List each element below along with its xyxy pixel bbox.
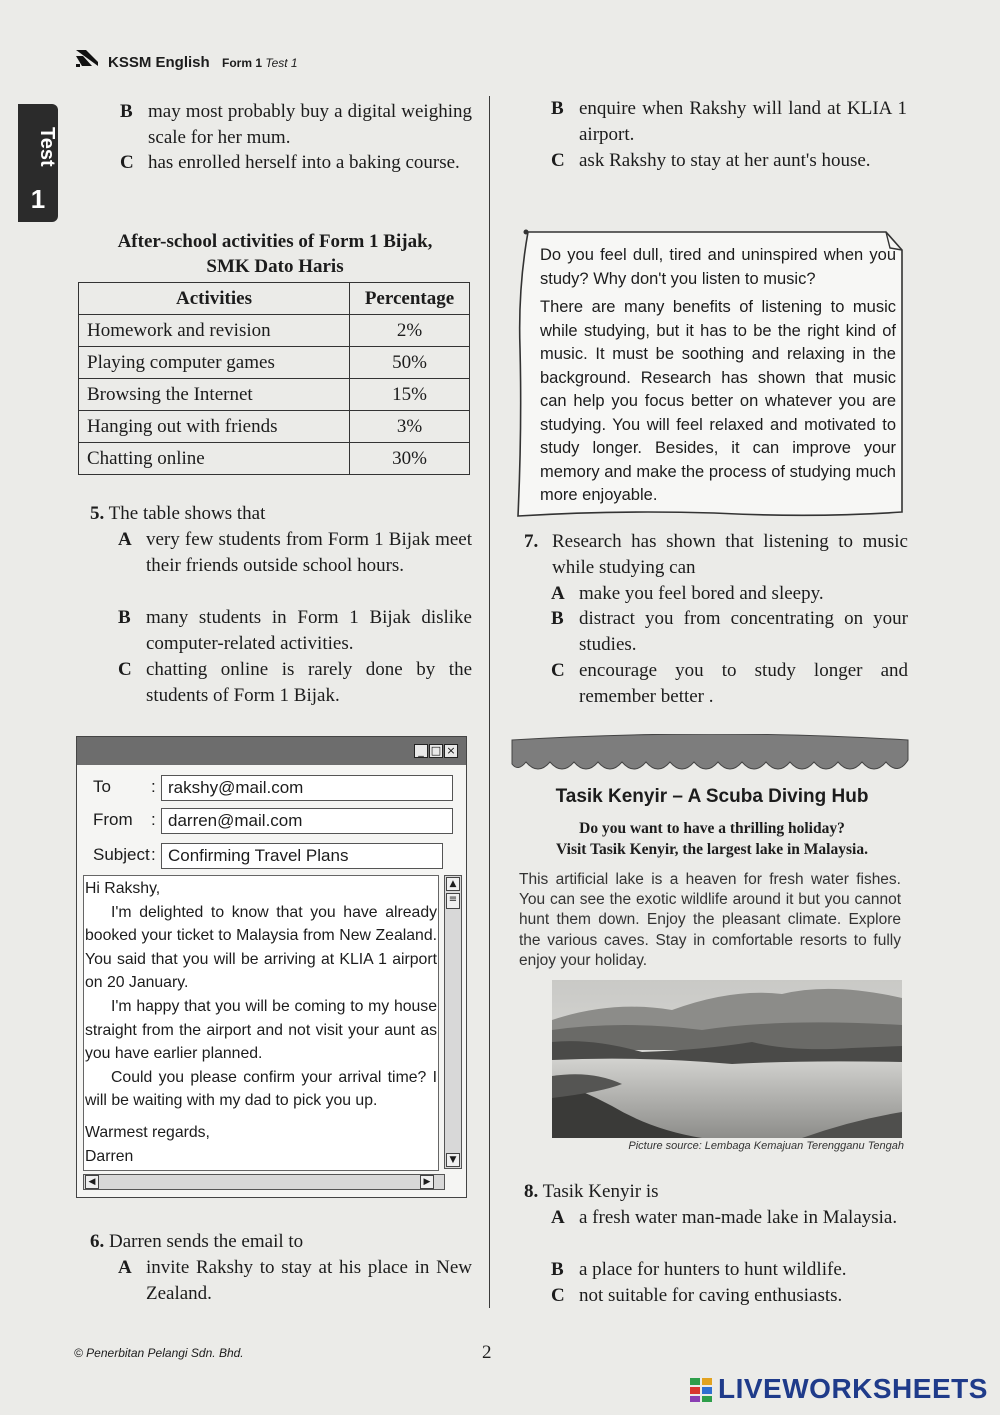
q7-option-a[interactable] bbox=[551, 581, 908, 607]
header-percentage: Percentage bbox=[350, 283, 470, 315]
wave-banner bbox=[510, 734, 910, 784]
q5-option-a[interactable] bbox=[118, 527, 472, 605]
question-number: 8. bbox=[524, 1181, 539, 1202]
option-text: enquire when Rakshy will land at KLIA 1 airport. bbox=[579, 98, 907, 145]
from-field[interactable]: darren@mail.com bbox=[161, 808, 453, 834]
activity-cell: Browsing the Internet bbox=[79, 379, 350, 411]
activity-cell: Chatting online bbox=[79, 443, 350, 475]
option-letter: B bbox=[551, 608, 564, 629]
q7-stem bbox=[524, 529, 908, 581]
email-paragraph: I'm happy that you will be coming to my house straight from the airport and not visit your aunt as you have earlier planned. bbox=[85, 997, 437, 1063]
option-letter: A bbox=[551, 1207, 565, 1228]
to-label: To bbox=[93, 777, 111, 796]
q8-option-b[interactable] bbox=[551, 1257, 915, 1283]
scroll-down-icon[interactable]: ▼ bbox=[446, 1153, 460, 1167]
tab-number: 1 bbox=[30, 184, 46, 214]
header-activities: Activities bbox=[79, 283, 350, 315]
table-header-row bbox=[79, 283, 470, 315]
email-message bbox=[85, 877, 437, 1168]
option-text: very few students from Form 1 Bijak meet their friends outside school hours. bbox=[146, 529, 472, 576]
option-letter: A bbox=[551, 583, 565, 604]
vertical-scrollbar[interactable] bbox=[444, 875, 462, 1169]
question-number: 7. bbox=[524, 531, 539, 552]
scroll-thumb-icon[interactable]: ≡ bbox=[446, 893, 460, 909]
subject-field[interactable]: Confirming Travel Plans bbox=[161, 843, 443, 869]
option-letter: A bbox=[118, 1257, 132, 1278]
option-letter: B bbox=[551, 98, 564, 119]
tasik-title: Tasik Kenyir – A Scuba Diving Hub bbox=[555, 786, 869, 807]
activity-cell: Homework and revision bbox=[79, 315, 350, 347]
percentage-cell: 3% bbox=[350, 411, 470, 443]
option-letter: C bbox=[551, 150, 565, 171]
maximize-icon[interactable]: □ bbox=[430, 744, 442, 757]
column-divider bbox=[489, 96, 490, 1308]
q8-option-c[interactable] bbox=[551, 1283, 915, 1309]
q5-option-b[interactable] bbox=[118, 605, 472, 657]
tasik-subtitle bbox=[514, 818, 910, 860]
activity-table bbox=[78, 282, 470, 475]
q5-stem bbox=[90, 501, 470, 527]
email-signature: Darren bbox=[85, 1147, 134, 1165]
table-row bbox=[79, 443, 470, 475]
publisher-credit: © Penerbitan Pelangi Sdn. Bhd. bbox=[74, 1346, 244, 1360]
test-text: Test 1 bbox=[265, 56, 298, 70]
table-title-line2: SMK Dato Haris bbox=[206, 256, 344, 277]
option-letter: C bbox=[551, 660, 565, 681]
email-paragraph: Could you please confirm your arrival time? I will be waiting with my dad to pick you up. bbox=[85, 1068, 437, 1110]
option-text: chatting online is rarely done by the students of Form 1 Bijak. bbox=[146, 659, 472, 706]
form-label bbox=[222, 56, 298, 70]
email-window bbox=[76, 736, 467, 1198]
liveworksheets-grid-icon bbox=[690, 1378, 712, 1402]
q6-option-c[interactable] bbox=[551, 148, 907, 200]
liveworksheets-logo[interactable] bbox=[690, 1373, 990, 1407]
option-letter: C bbox=[551, 1285, 565, 1306]
tasik-body: This artificial lake is a heaven for fresh water fishes. You can see the exotic wildlife around it but you cannot hunt them down. Enjoy the pleasant climate. Explore the various caves. Stay in comfortable resorts to fully enjoy your holiday. bbox=[519, 871, 901, 969]
option-text: ask Rakshy to stay at her aunt's house. bbox=[579, 150, 871, 171]
table-row bbox=[79, 379, 470, 411]
option-letter: B bbox=[551, 1259, 564, 1280]
page-number: 2 bbox=[482, 1342, 492, 1363]
tasik-subtitle-line2: Visit Tasik Kenyir, the largest lake in Malaysia. bbox=[556, 841, 868, 858]
subject-label: Subject bbox=[93, 845, 150, 864]
table-row bbox=[79, 347, 470, 379]
option-text: make you feel bored and sleepy. bbox=[579, 583, 824, 604]
question-stem: Tasik Kenyir is bbox=[542, 1181, 659, 1202]
lake-photo bbox=[552, 980, 902, 1138]
activity-cell: Hanging out with friends bbox=[79, 411, 350, 443]
picture-credit: Picture source: Lembaga Kemajuan Terengganu Tengah bbox=[628, 1140, 904, 1152]
table-row bbox=[79, 315, 470, 347]
percentage-cell: 2% bbox=[350, 315, 470, 347]
q4-option-b[interactable] bbox=[120, 99, 472, 151]
book-title: KSSM English bbox=[108, 54, 210, 71]
tab-word: Test bbox=[36, 127, 58, 167]
percentage-cell: 30% bbox=[350, 443, 470, 475]
option-text: not suitable for caving enthusiasts. bbox=[579, 1285, 843, 1306]
table-title bbox=[80, 229, 470, 279]
music-note-body: There are many benefits of listening to music while studying, but it has to be the right kind of music. It must be soothing and relaxing in the background. Research has shown that music can help you focus better on whatever you are studying. You will feel relaxed and motivated to study longer. Besides, it can improve your memory and make the process of studying much more enjoyable. bbox=[540, 298, 896, 504]
to-colon: : bbox=[151, 777, 156, 796]
form-text: Form 1 bbox=[222, 56, 263, 70]
option-letter: B bbox=[120, 101, 133, 122]
option-text: encourage you to study longer and remember better . bbox=[579, 660, 908, 707]
tasik-subtitle-line1: Do you want to have a thrilling holiday? bbox=[579, 820, 845, 837]
q5-option-c[interactable] bbox=[118, 657, 472, 709]
publisher-logo-icon bbox=[76, 46, 100, 68]
question-number: 6. bbox=[90, 1231, 105, 1252]
option-text: a fresh water man-made lake in Malaysia. bbox=[579, 1207, 898, 1228]
email-greeting: Hi Rakshy, bbox=[85, 880, 161, 897]
option-letter: A bbox=[118, 529, 132, 550]
close-icon[interactable]: × bbox=[444, 744, 458, 758]
table-row bbox=[79, 411, 470, 443]
minimize-icon[interactable]: _ bbox=[414, 744, 428, 758]
option-letter: B bbox=[118, 607, 131, 628]
email-closing: Warmest regards, bbox=[85, 1123, 210, 1141]
scroll-right-icon[interactable]: ▶ bbox=[420, 1175, 434, 1189]
q7-option-b[interactable] bbox=[551, 606, 908, 658]
table-title-line1: After-school activities of Form 1 Bijak, bbox=[117, 231, 433, 252]
horizontal-scrollbar[interactable] bbox=[83, 1174, 445, 1190]
option-text: many students in Form 1 Bijak dislike computer-related activities. bbox=[146, 607, 472, 654]
option-text: has enrolled herself into a baking course. bbox=[148, 152, 460, 173]
music-note-text bbox=[540, 244, 896, 508]
option-letter: C bbox=[118, 659, 132, 680]
option-letter: C bbox=[120, 152, 134, 173]
scroll-up-icon[interactable]: ▲ bbox=[446, 877, 460, 891]
percentage-cell: 15% bbox=[350, 379, 470, 411]
q4-option-c[interactable] bbox=[120, 150, 472, 202]
q6-stem bbox=[90, 1229, 470, 1255]
option-text: may most probably buy a digital weighing scale for her mum. bbox=[148, 101, 472, 148]
option-text: distract you from concentrating on your studies. bbox=[579, 608, 908, 655]
q8-stem bbox=[524, 1179, 908, 1205]
question-number: 5. bbox=[90, 503, 105, 524]
q6-option-b[interactable] bbox=[551, 96, 907, 148]
to-field[interactable]: rakshy@mail.com bbox=[161, 775, 453, 801]
percentage-cell: 50% bbox=[350, 347, 470, 379]
q6-option-a[interactable] bbox=[118, 1255, 472, 1307]
question-stem: Research has shown that listening to music while studying can bbox=[552, 531, 908, 578]
option-text: invite Rakshy to stay at his place in New Zealand. bbox=[146, 1257, 472, 1304]
q8-option-a[interactable] bbox=[551, 1205, 915, 1257]
activity-cell: Playing computer games bbox=[79, 347, 350, 379]
test-tab bbox=[18, 104, 58, 222]
subject-colon: : bbox=[151, 845, 156, 864]
from-label: From bbox=[93, 810, 133, 829]
scroll-left-icon[interactable]: ◀ bbox=[85, 1175, 99, 1189]
option-text: a place for hunters to hunt wildlife. bbox=[579, 1259, 847, 1280]
q7-option-c[interactable] bbox=[551, 658, 908, 710]
music-note-intro: Do you feel dull, tired and uninspired when you study? Why don't you listen to music? bbox=[540, 246, 896, 288]
question-stem: Darren sends the email to bbox=[109, 1231, 304, 1252]
email-paragraph: I'm delighted to know that you have already booked your ticket to Malaysia from New Zealand. You said that you will be arriving at KLIA 1 airport on 20 January. bbox=[85, 903, 437, 992]
liveworksheets-text: LIVEWORKSHEETS bbox=[718, 1373, 988, 1404]
email-titlebar bbox=[77, 737, 466, 765]
question-stem: The table shows that bbox=[108, 503, 266, 524]
from-colon: : bbox=[151, 810, 156, 829]
